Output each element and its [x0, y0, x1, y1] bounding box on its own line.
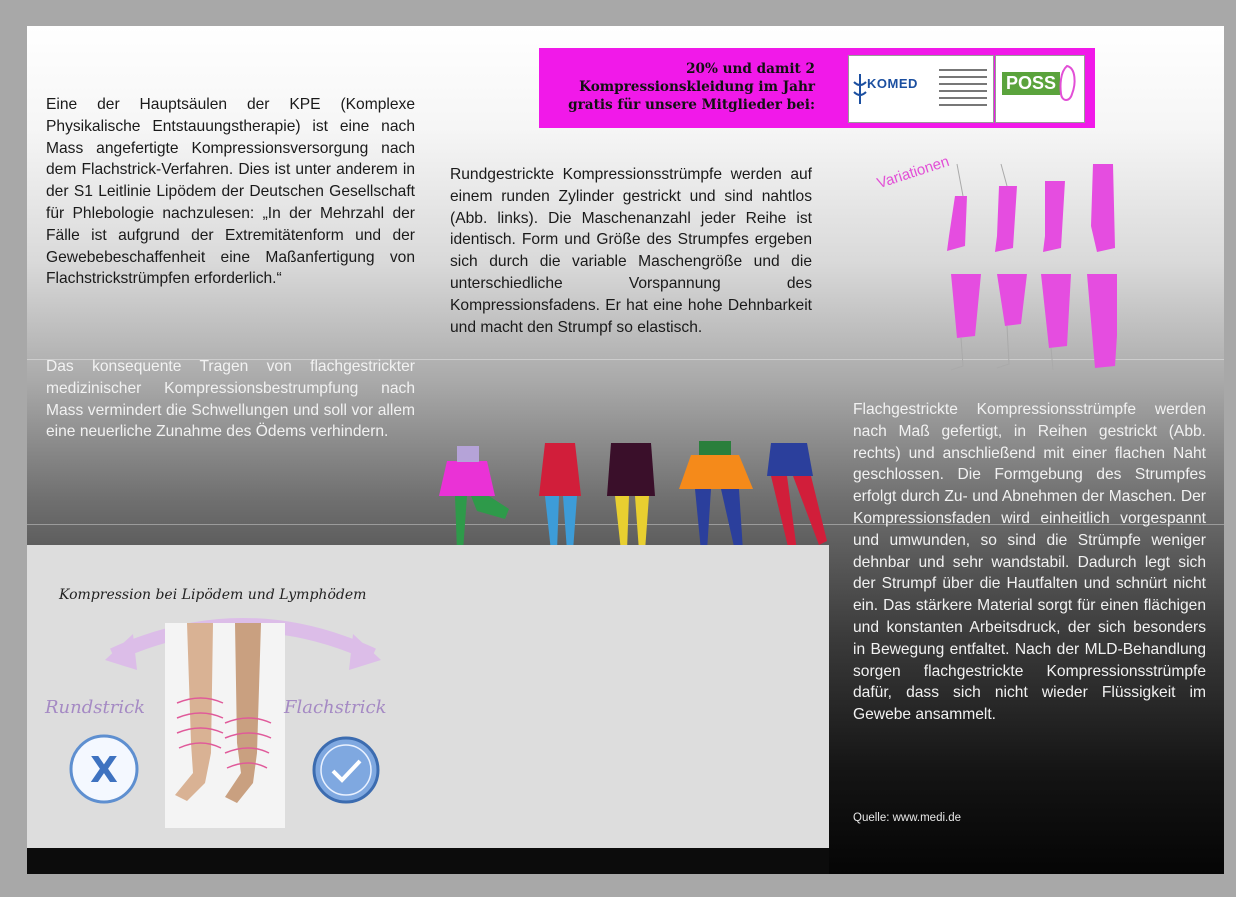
promo-text: 20% und damit 2 Kompressionskleidung im Jahr gratis für unsere Mitglieder bei:: [568, 61, 815, 113]
round-knit-label: Rundstrick: [45, 697, 146, 718]
flat-knit-label: Flachstrick: [284, 697, 387, 718]
compression-infographic-panel: [27, 545, 829, 848]
komed-logo-text: KOMED: [867, 76, 918, 91]
poss-logo-text: POSS: [1002, 72, 1060, 95]
bottom-band: [27, 848, 829, 874]
variationen-label: Variationen: [875, 152, 952, 193]
promo-banner: [539, 48, 1095, 128]
foot-icon: [1054, 64, 1080, 104]
legs-illustration: [165, 623, 285, 828]
check-badge-icon: [311, 735, 381, 805]
x-mark: X: [90, 750, 118, 791]
poss-logo: [995, 55, 1085, 123]
komed-logo: [848, 55, 994, 123]
kpe-intro-paragraph: Eine der Hauptsäulen der KPE (Komplexe Physikalische Entstauungstherapie) ist eine nach Mass angefertigte Kompressionsversorgung nach dem Flachstrick-Verfahren. Dies ist unter anderem in der S1 Leitlinie Lipödem der Deutschen Gesellschaft für Phlebologie nachzulesen: „In der Mehrzahl der Fälle ist aufgrund der Extremitätenform und der Gewebebeschaffenheit eine Maßanfertigung von Flachstrickstrümpfen erforderlich.“: [46, 96, 415, 288]
x-badge-icon: [68, 733, 140, 805]
infographic-title: Kompression bei Lipödem und Lymphödem: [59, 587, 367, 603]
stocking-variations-illustration: [937, 156, 1117, 378]
flyer-page: [27, 26, 1224, 874]
komed-emblem-icon: [852, 74, 868, 104]
source-citation: Quelle: www.medi.de: [853, 812, 962, 824]
round-knit-paragraph: Rundgestrickte Kompressionsstrümpfe werden auf einem runden Zylinder gestrickt und sind nahtlos (Abb. links). Die Maschenanzahl jeder Reihe ist identisch. Form und Größe des Strumpfes ergeben sich durch die variable Maschengröße und die unterschiedliche Vorspannung des Kompressionsfadens. Er hat eine hohe Dehnbarkeit und macht den Strumpf so elastisch.: [450, 166, 812, 336]
flat-knit-paragraph: Flachgestrickte Kompressionsstrümpfe werden nach Maß gefertigt, in Reihen gestrickt (Abb. rechts) und anschließend mit einer flachen Naht geschlossen. Die Formgebung des Strumpfes erfolgt durch Zu- und Abnehmen der Maschen. Der Kompressionsfaden wird einheitlich vorgespannt und umwunden, so sind die Strümpfe weniger dehnbar und sehr wandstabil. Dadurch legt sich der Strumpf über die Hautfalten und schnürt nicht ein. Das stärkere Material sorgt für einen flächigen und konstanten Arbeitsdruck, der sich besonders in Bewegung entfaltet. Nach der MLD-Behandlung sorgen flachgestrickte Kompressionsstrümpfe dafür, dass sich nicht wieder Flüssigkeit im Gewebe ansammelt.: [853, 401, 1206, 724]
flat-knit-benefit-paragraph: Das konsequente Tragen von flachgestrickter medizinischer Kompressionsbestrumpfung nach Mass vermindert die Schwellungen und soll vor allem eine neuerliche Zunahme des Ödems verhindern.: [46, 358, 415, 441]
stocking-figures-illustration: [427, 411, 827, 556]
